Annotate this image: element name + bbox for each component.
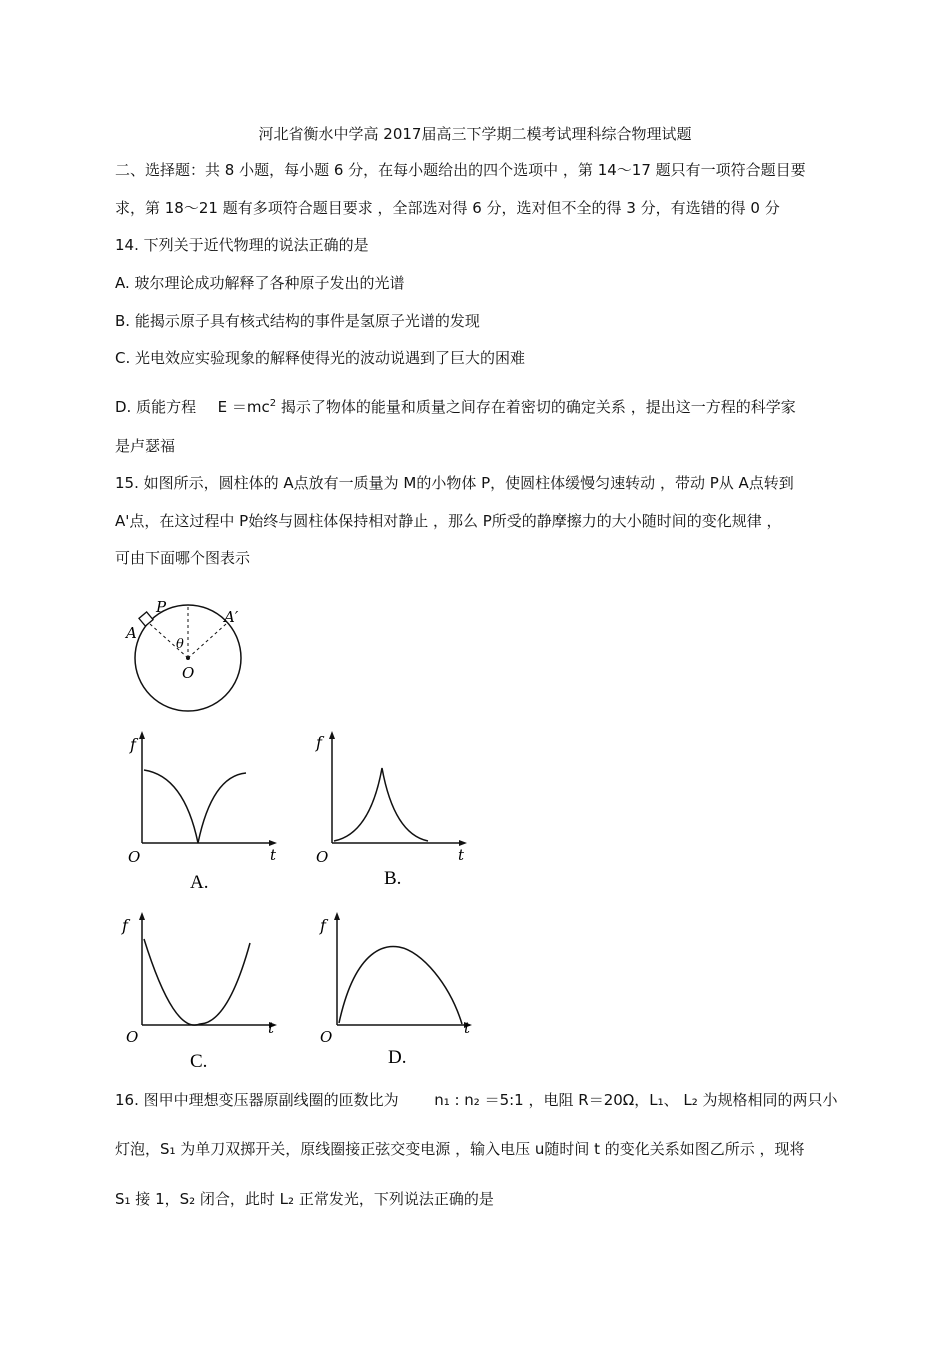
cylinder-figure: [118, 598, 239, 718]
curve-b: [334, 768, 428, 841]
q14-option-d-formula: E ＝mc: [217, 398, 270, 416]
q14-option-b: B. 能揭示原子具有核式结构的事件是氢原子光谱的发现: [115, 312, 480, 330]
q16-ratio: n₁ : n₂ ＝5:1: [434, 1091, 524, 1109]
axis-t-c: t: [268, 1019, 275, 1037]
curve-d: [339, 946, 462, 1024]
option-d-label: D.: [388, 1047, 407, 1068]
q14-option-d-suffix: 揭示了物体的能量和质量之间存在着密切的确定关系 ，提出这一方程的科学家: [280, 398, 796, 416]
origin-d: O: [320, 1028, 333, 1046]
axis-f-c: f: [122, 916, 128, 935]
origin-c: O: [126, 1028, 139, 1046]
curve-c: [144, 939, 250, 1025]
axis-f-a: f: [130, 735, 136, 754]
section-instructions-line1: 二、选择题：共 8 小题，每小题 6 分，在每小题给出的四个选项中 ，第 14～17 题只有一项符合题目要: [115, 161, 806, 179]
object-p-box: [139, 612, 153, 626]
q15-line1: 15. 如图所示，圆柱体的 A点放有一质量为 M的小物体 P，使圆柱体缓慢匀速转动 ，带动 P从 A点转到: [115, 474, 794, 492]
label-a: A: [126, 624, 137, 642]
origin-b: O: [316, 848, 329, 866]
q16-line3: S₁ 接 1，S₂ 闭合，此时 L₂ 正常发光，下列说法正确的是: [115, 1190, 494, 1208]
label-a-prime: A′: [224, 608, 239, 626]
axis-t-b: t: [458, 846, 465, 864]
q14-option-a: A. 玻尔理论成功解释了各种原子发出的光谱: [115, 274, 405, 292]
option-a-label: A.: [190, 872, 209, 893]
q14-stem: 14. 下列关于近代物理的说法正确的是: [115, 236, 369, 254]
radius-oa-prime: [188, 624, 226, 658]
q16-line1: [115, 1091, 838, 1109]
curve-a: [144, 770, 246, 843]
option-b-label: B.: [384, 868, 402, 889]
label-o: O: [182, 664, 195, 682]
page-title: 河北省衡水中学高 2017届高三下学期二模考试理科综合物理试题: [258, 125, 692, 143]
q16-line2: 灯泡，S₁ 为单刀双掷开关，原线圈接正弦交变电源 ，输入电压 u随时间 t 的变化关系如图乙所示 ，现将: [115, 1140, 805, 1158]
graph-d: [312, 905, 482, 1075]
q14-option-d: [115, 395, 796, 416]
q16-line1-prefix: 16. 图甲中理想变压器原副线圈的匝数比为: [115, 1091, 399, 1109]
center-dot: [186, 656, 190, 660]
label-p: P: [156, 598, 167, 616]
graph-c: [112, 905, 282, 1075]
q14-option-d-line2: 是卢瑟福: [115, 437, 176, 455]
axis-t-a: t: [270, 846, 277, 864]
q15-line3: 可由下面哪个图表示: [115, 549, 251, 567]
axis-t-d: t: [464, 1019, 471, 1037]
q15-line2: A'点，在这过程中 P始终与圆柱体保持相对静止 ，那么 P所受的静摩擦力的大小随时间的变化规律 ，: [115, 512, 782, 530]
label-theta: θ: [176, 637, 184, 652]
section-instructions-line2: 求，第 18～21 题有多项符合题目要求 ，全部选对得 6 分，选对但不全的得 3 分，有选错的得 0 分: [115, 199, 780, 217]
q14-option-d-prefix: D. 质能方程: [115, 398, 197, 416]
axis-f-d: f: [320, 916, 326, 935]
origin-a: O: [128, 848, 141, 866]
option-c-label: C.: [190, 1051, 208, 1072]
graph-a: [112, 728, 282, 898]
axis-f-b: f: [316, 733, 322, 752]
q14-option-d-sup: 2: [269, 398, 277, 409]
graph-b: [312, 728, 482, 898]
q16-line1-suffix: ，电阻 R＝20Ω，L₁、 L₂ 为规格相同的两只小: [528, 1091, 838, 1109]
q14-option-c: C. 光电效应实验现象的解释使得光的波动说遇到了巨大的困难: [115, 349, 526, 367]
